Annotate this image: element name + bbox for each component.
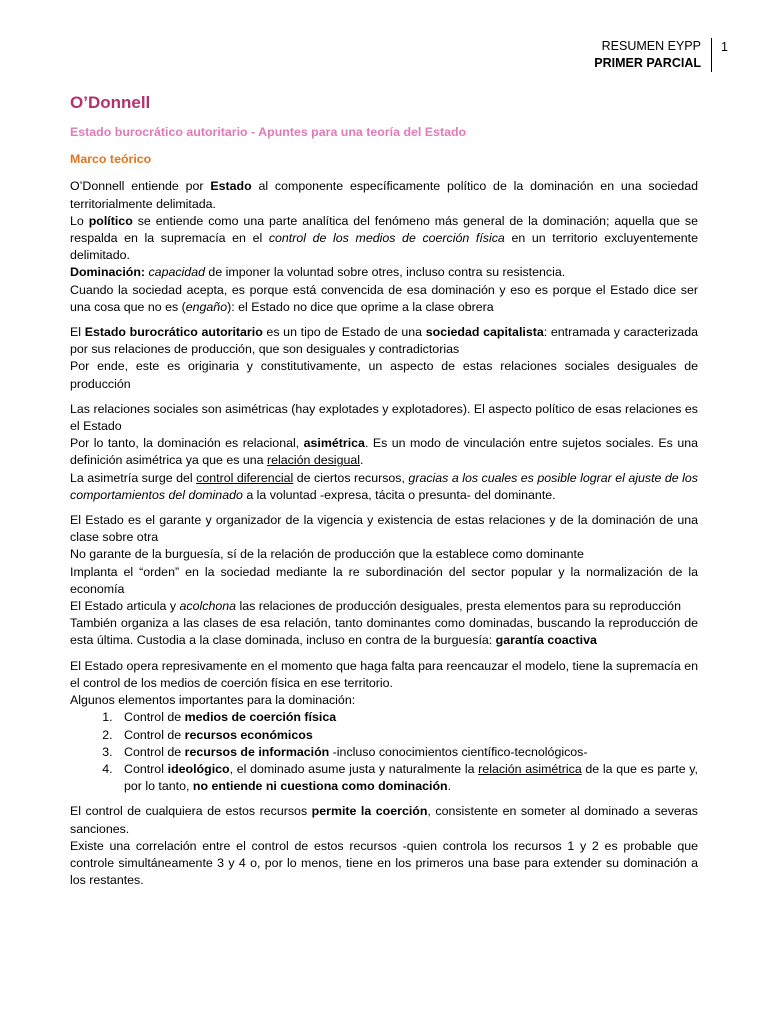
list-item: 4. Control ideológico, el dominado asume justa y naturalmente la relación asimétrica de la que es parte y, por lo tanto, no entiende ni cuestiona como dominación.	[116, 761, 698, 795]
list-item: 2. Control de recursos económicos	[116, 727, 698, 744]
header-subtitle: PRIMER PARCIAL	[594, 56, 701, 70]
header-title: RESUMEN EYPP	[601, 39, 701, 53]
paragraph: Existe una correlación entre el control de estos recursos -quien controla los recursos 1 y 2 es probable que controle simultáneamente 3 y 4 o, por lo menos, tiene en los primeros una base para extender su dominación a los restantes.	[70, 838, 698, 888]
document-body	[70, 92, 698, 897]
page-number: 1	[721, 40, 728, 54]
paragraph-block	[70, 803, 698, 889]
author-heading: O’Donnell	[70, 93, 151, 112]
numbered-list	[70, 709, 698, 795]
paragraph: Por ende, este es originaria y constitutivamente, un aspecto de estas relaciones sociales desiguales de producción	[70, 359, 698, 391]
paragraph: Implanta el “orden” en la sociedad mediante la re subordinación del sector popular y la normalización de la economía	[70, 564, 698, 596]
paragraph: Dominación: capacidad de imponer la voluntad sobre otres, incluso contra su resistencia.	[70, 265, 566, 280]
paragraph: El Estado es el garante y organizador de la vigencia y existencia de estas relaciones y de la dominación de una clase sobre otra	[70, 513, 698, 545]
paragraph-block	[70, 401, 698, 504]
list-item: 1. Control de medios de coerción física	[116, 709, 698, 726]
section-heading: Marco teórico	[70, 152, 152, 167]
paragraph: Las relaciones sociales son asimétricas (hay explotades y explotadores). El aspecto político de esas relaciones es el Estado	[70, 401, 698, 434]
paragraph: El Estado burocrático autoritario es un tipo de Estado de una sociedad capitalista: entramada y caracterizada por sus relaciones de producción, que son desiguales y contradictorias	[70, 325, 698, 357]
paragraph-block	[70, 512, 698, 650]
paragraph: Lo político se entiende como una parte analítica del fenómeno más general de la dominación; aquella que se respalda en la supremacía en el control de los medios de coerción física en un territorio excluyentemente delimitado.	[70, 213, 698, 263]
paragraph-block	[70, 178, 698, 316]
paragraph: El Estado articula y acolchona las relaciones de producción desiguales, presta elementos para su reproducción	[70, 599, 681, 614]
page-header	[594, 38, 712, 72]
paragraph-block	[70, 324, 698, 393]
paragraph: El Estado opera represivamente en el momento que haga falta para reencauzar el modelo, tiene la supremacía en el control de los medios de coerción física en ese territorio.	[70, 658, 698, 690]
work-title-heading: Estado burocrático autoritario - Apuntes para una teoría del Estado	[70, 125, 467, 139]
paragraph: El control de cualquiera de estos recursos permite la coerción, consistente en someter al dominado a severas sanciones.	[70, 804, 699, 836]
paragraph: O’Donnell entiende por Estado al componente específicamente político de la dominación en una sociedad territorialmente delimitada.	[70, 179, 699, 211]
paragraph: También organiza a las clases de esa relación, tanto dominantes como dominadas, buscando la reproducción de esta última. Custodia a la clase dominada, incluso en contra de la burguesía: garantía coactiva	[70, 616, 698, 648]
list-item: 3. Control de recursos de información -incluso conocimientos científico-tecnológicos-	[116, 744, 698, 761]
paragraph: No garante de la burguesía, sí de la relación de producción que la establece como dominante	[70, 547, 584, 562]
paragraph: Cuando la sociedad acepta, es porque está convencida de esa dominación y eso es porque el Estado dice ser una cosa que no es (engaño): el Estado no dice que oprime a la clase obrera	[70, 282, 698, 314]
paragraph: Por lo tanto, la dominación es relacional, asimétrica. Es un modo de vinculación entre sujetos sociales. Es una definición asimétrica ya que es una relación desigual.	[70, 436, 698, 468]
paragraph-block	[70, 658, 698, 796]
paragraph: Algunos elementos importantes para la dominación:	[70, 693, 356, 708]
paragraph: La asimetría surge del control diferencial de ciertos recursos, gracias a los cuales es posible lograr el ajuste de los comportamientos del dominado a la voluntad -expresa, tácita o presunta- del dominante.	[70, 470, 698, 502]
